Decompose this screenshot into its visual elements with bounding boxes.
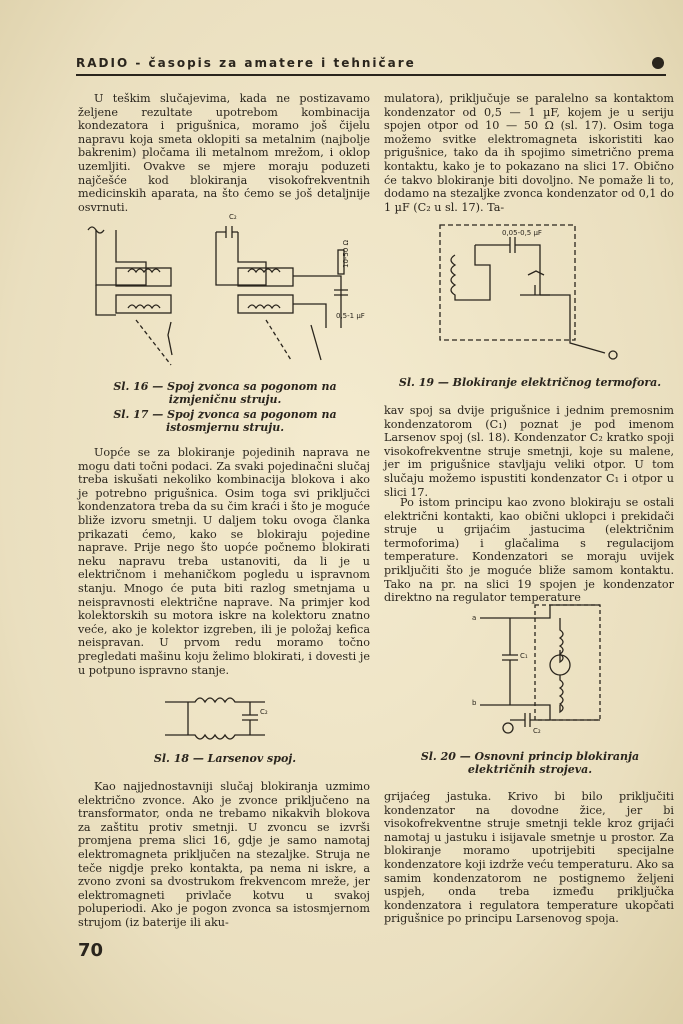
- figure-16-17-diagram: [76, 210, 368, 375]
- left-paragraph-2: [78, 446, 370, 677]
- right-paragraph-2: [384, 404, 674, 499]
- figure-16-caption: Sl. 16 — Spoj zvonca sa pogonom na izmjeničnu struju.: [113, 380, 337, 406]
- label-b: b: [472, 699, 477, 707]
- paragraph: mulatora), priključuje se paralelno sa kontaktom kondenzator od 0,5 — 1 µF, kojem je u seriju spojen otpor od 10 — 50 Ω (sl. 17). Osim toga možemo svitke elektromagneta iskoristiti kao prigušnice, tako da ih spojimo simetrično prema kontaktu, kako je to pokazano na slici 17. Obično će takvo blokiranje biti dovoljno. Ne pomaže li to, dodamo na stezaljke zvonca kondenzator od 0,1 do 1 µF (C₂ u sl. 17). Ta-: [384, 92, 674, 214]
- paragraph: Kao najjednostavniji slučaj blokiranja uzmimo električno zvonce. Ako je zvonce priključeno na transformator, onda ne trebamo nikakvih blokova za zaštitu protiv smetnji. U zvoncu se izvrši promjena prema slici 16, gdje je samo namotaj elektromagneta priključen na stezaljke. Struja ne teče nigdje preko kontakta, pa nema ni iskre, a zvono zvoni sa dvostrukom frekvencom mreže, jer elektromagneti privlače kotvu u svakoj poluperiodi. Ako je pogon zvonca sa istosmjernom strujom (iz baterije ili aku-: [78, 780, 370, 929]
- figure-20-diagram: [470, 600, 610, 745]
- right-paragraph-3: [384, 496, 674, 605]
- label-c2: C₂: [229, 213, 237, 221]
- label-capacitor: 0,05-0,5 µF: [502, 229, 542, 237]
- left-paragraph-1: [78, 92, 370, 214]
- filled-circle-icon: [652, 57, 664, 69]
- label-capacitor: 0,5-1 µF: [336, 312, 365, 320]
- figure-19-caption: Sl. 19 — Blokiranje električnog termofora.: [398, 376, 662, 389]
- page-number: 70: [78, 940, 104, 961]
- label-a: a: [472, 614, 477, 622]
- right-paragraph-4: [384, 790, 674, 926]
- label-c1: C₁: [520, 652, 528, 660]
- left-paragraph-3: [78, 780, 370, 930]
- paragraph: Po istom principu kao zvono blokiraju se ostali električni kontakti, kao obični uklopci i prekidači struje u grijaćim jastucima (električnim termoforima) i glačalima s regulacijom temperature. Kondenzatori se moraju uvijek priključiti što je moguće bliže samom kontaktu. Tako na pr. na slici 19 spojen je kondenzator direktno na regulator temperature: [384, 496, 674, 605]
- figure-18-diagram: [160, 690, 290, 750]
- paragraph: kav spoj sa dvije prigušnice i jednim premosnim kondenzatorom (C₁) poznat je pod imenom Larsenov spoj (sl. 18). Kondenzator C₂ kratko spoji visokofrekventne struje smetnji, koje su malene, jer im prigušnice stavljaju veliki otpor. U tom slučaju možemo ispustiti kondenzator C₁ i otpor u slici 17.: [384, 404, 674, 499]
- label-resistor: 10-50 Ω: [342, 240, 350, 268]
- label-c2: C₂: [533, 727, 541, 735]
- figure-17-caption: Sl. 17 — Spoj zvonca sa pogonom na istosmjernu struju.: [113, 408, 337, 434]
- figure-19-diagram: [430, 215, 630, 370]
- running-header: [76, 56, 666, 76]
- paragraph: Uopće se za blokiranje pojedinih naprava ne mogu dati točni podaci. Za svaki pojedinačni slučaj treba iskušati nekoliko kombinacija blokova i ako je potrebno prigušnica. Osim toga svi priključci kondenzatora treba da su čim kraći i što je moguće bliže izvoru smetnji. U daljem toku ovoga članka prikazati ćemo, kako se blokiraju pojedine naprave. Prije nego što uopće počnemo blokirati neku napravu treba ustanoviti, da li je u električnom i mehaničkom pogledu u ispravnom stanju. Mnogo će puta biti razlog smetnjama u neispravnosti električne naprave. Na primjer kod kolektorskih su motora iskre na kolektoru znatno veće, ako je kolektor izgreben, ili je položaj kefica neispravan. U prvom redu moramo točno pregledati mašinu koju želimo blokirati, i dovesti je u potpuno ispravno stanje.: [78, 446, 370, 677]
- figure-18-caption: Sl. 18 — Larsenov spoj.: [153, 752, 297, 765]
- paragraph: U teškim slučajevima, kada ne postizavamo željene rezultate upotrebom kombinacija kondezatora i prigušnica, moramo još čijelu napravu koja smeta oklopiti sa metalnim (najbolje bakrenim) pločama ili metalnom mrežom, i oklop uzemljiti. Ovakve se mjere moraju poduzeti najčešće kod blokiranja visokofrekventnih medicinskih aparata, na što ćemo se još detaljnije osvrnuti.: [78, 92, 370, 214]
- right-paragraph-1: [384, 92, 674, 214]
- figure-20-caption: Sl. 20 — Osnovni princip blokiranja električnih strojeva.: [420, 750, 640, 776]
- paragraph: grijaćeg jastuka. Krivo bi bilo priključiti kondenzator na dovodne žice, jer bi visokofrekventne struje smetnji tekle kroz grijaći namotaj u jastuku i isijavale smetnje u prostor. Za blokiranje moramo upotrijebiti specijalne kondenzatore koji izdrže veću temperaturu. Ako sa samim kondenzatorom ne postignemo željeni uspjeh, onda treba između priključka kondenzatora i regulatora temperature ukopčati prigušnice po principu Larsenovog spoja.: [384, 790, 674, 926]
- label-c2: C₂: [260, 708, 268, 716]
- header-title: RADIO - časopis za amatere i tehničare: [76, 56, 416, 70]
